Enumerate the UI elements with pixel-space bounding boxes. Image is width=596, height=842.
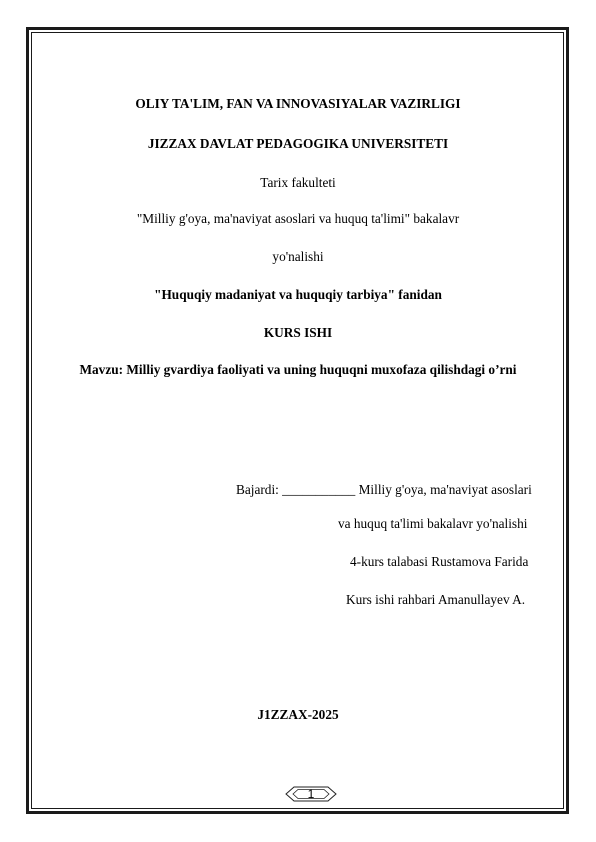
performer-line-1: Bajardi: ___________ Milliy g'oya, ma'naviyat asoslari [236,482,532,497]
ministry-heading: OLIY TA'LIM, FAN VA INNOVASIYALAR VAZIRLIGI [135,96,461,111]
performer-line-2: va huquq ta'limi bakalavr yo'nalishi [338,516,528,531]
program-line-2: yo'nalishi [272,249,324,264]
work-type-title: KURS ISHI [263,325,333,340]
university-heading: JIZZAX DAVLAT PEDAGOGIKA UNIVERSITETI [147,136,449,151]
page-number-badge [284,786,338,802]
city-year: J1ZZAX-2025 [257,707,339,722]
supervisor-line: Kurs ishi rahbari Amanullayev A. [346,592,526,607]
subject-line: "Huquqiy madaniyat va huquqiy tarbiya" fanidan [154,287,442,302]
program-line-1: "Milliy g'oya, ma'naviyat asoslari va huquq ta'limi" bakalavr [136,211,460,226]
faculty-label: Tarix fakulteti [260,175,336,190]
page-number: 1 [307,787,315,801]
student-name-line: 4-kurs talabasi Rustamova Farida [350,554,529,569]
topic-line: Mavzu: Milliy gvardiya faoliyati va uning huquqni muxofaza qilishdagi o’rni [79,362,517,377]
